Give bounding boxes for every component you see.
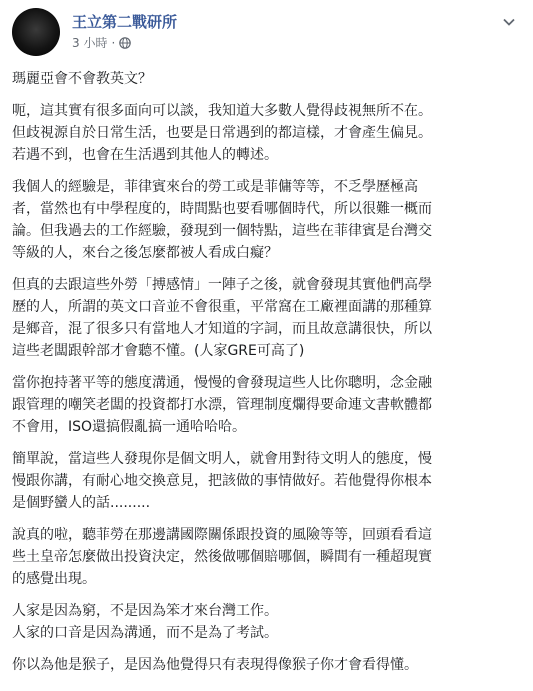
post-paragraph: 當你抱持著平等的態度溝通，慢慢的會發現這些人比你聰明，念金融 跟管理的嘲笑老闆的投資都打水漂，管理制度爛得要命連文書軟體都 不會用，ISO還搞假亂搞一通哈哈哈。	[12, 375, 432, 435]
post-meta	[72, 35, 131, 51]
meta-separator: ·	[111, 36, 116, 50]
post-paragraph: 人家是因為窮，不是因為笨才來台灣工作。 人家的口音是因為溝通，而不是為了考試。	[12, 603, 278, 641]
page-name-link[interactable]: 王立第二戰研所	[72, 13, 178, 31]
post-paragraph: 但真的去跟這些外勞「搏感情」一陣子之後，就會發現其實他們高學 歷的人，所謂的英文口音並不會很重，平常窩在工廠裡面講的那種算 是鄉音，混了很多只有當地人才知道的字詞，而且故意講很快，所以 這些老闆跟幹部才會聽不懂。(人家GRE可高了)	[12, 277, 432, 359]
post-options-button[interactable]	[499, 14, 519, 30]
chevron-down-icon	[503, 18, 515, 26]
post-paragraph: 簡單說，當這些人發現你是個文明人，就會用對待文明人的態度，慢 慢跟你講，有耐心地交換意見，把該做的事情做好。若他覺得你根本 是個野蠻人的話.........	[12, 451, 432, 511]
post-paragraph: 呃，這其實有很多面向可以談，我知道大多數人覺得歧視無所不在。 但歧視源自於日常生活，也要是日常遇到的都這樣，才會產生偏見。 若遇不到，也會在生活遇到其他人的轉述。	[12, 103, 432, 163]
post-paragraph: 你以為他是猴子，是因為他覺得只有表現得像猴子你才會看得懂。	[12, 657, 418, 673]
avatar[interactable]	[12, 8, 60, 56]
post-body	[12, 68, 524, 686]
globe-icon[interactable]	[119, 37, 131, 49]
post-paragraph: 說真的啦，聽菲勞在那邊講國際關係跟投資的風險等等，回頭看看這 些土皇帝怎麼做出投資決定，然後做哪個賠哪個，瞬間有一種超現實 的感覺出現。	[12, 527, 432, 587]
timestamp-link[interactable]: 3 小時	[72, 36, 108, 50]
post-paragraph: 我個人的經驗是，菲律賓來台的勞工或是菲傭等等，不乏學歷極高 者，當然也有中學程度的，時間點也要看哪個時代，所以很難一概而 論。但我過去的工作經驗，發現到一個特點，這些在菲律賓是台灣交 等級的人，來台之後怎麼都被人看成白癡？	[12, 179, 432, 261]
post-paragraph: 瑪麗亞會不會教英文？	[12, 71, 152, 87]
post-header	[12, 8, 521, 62]
